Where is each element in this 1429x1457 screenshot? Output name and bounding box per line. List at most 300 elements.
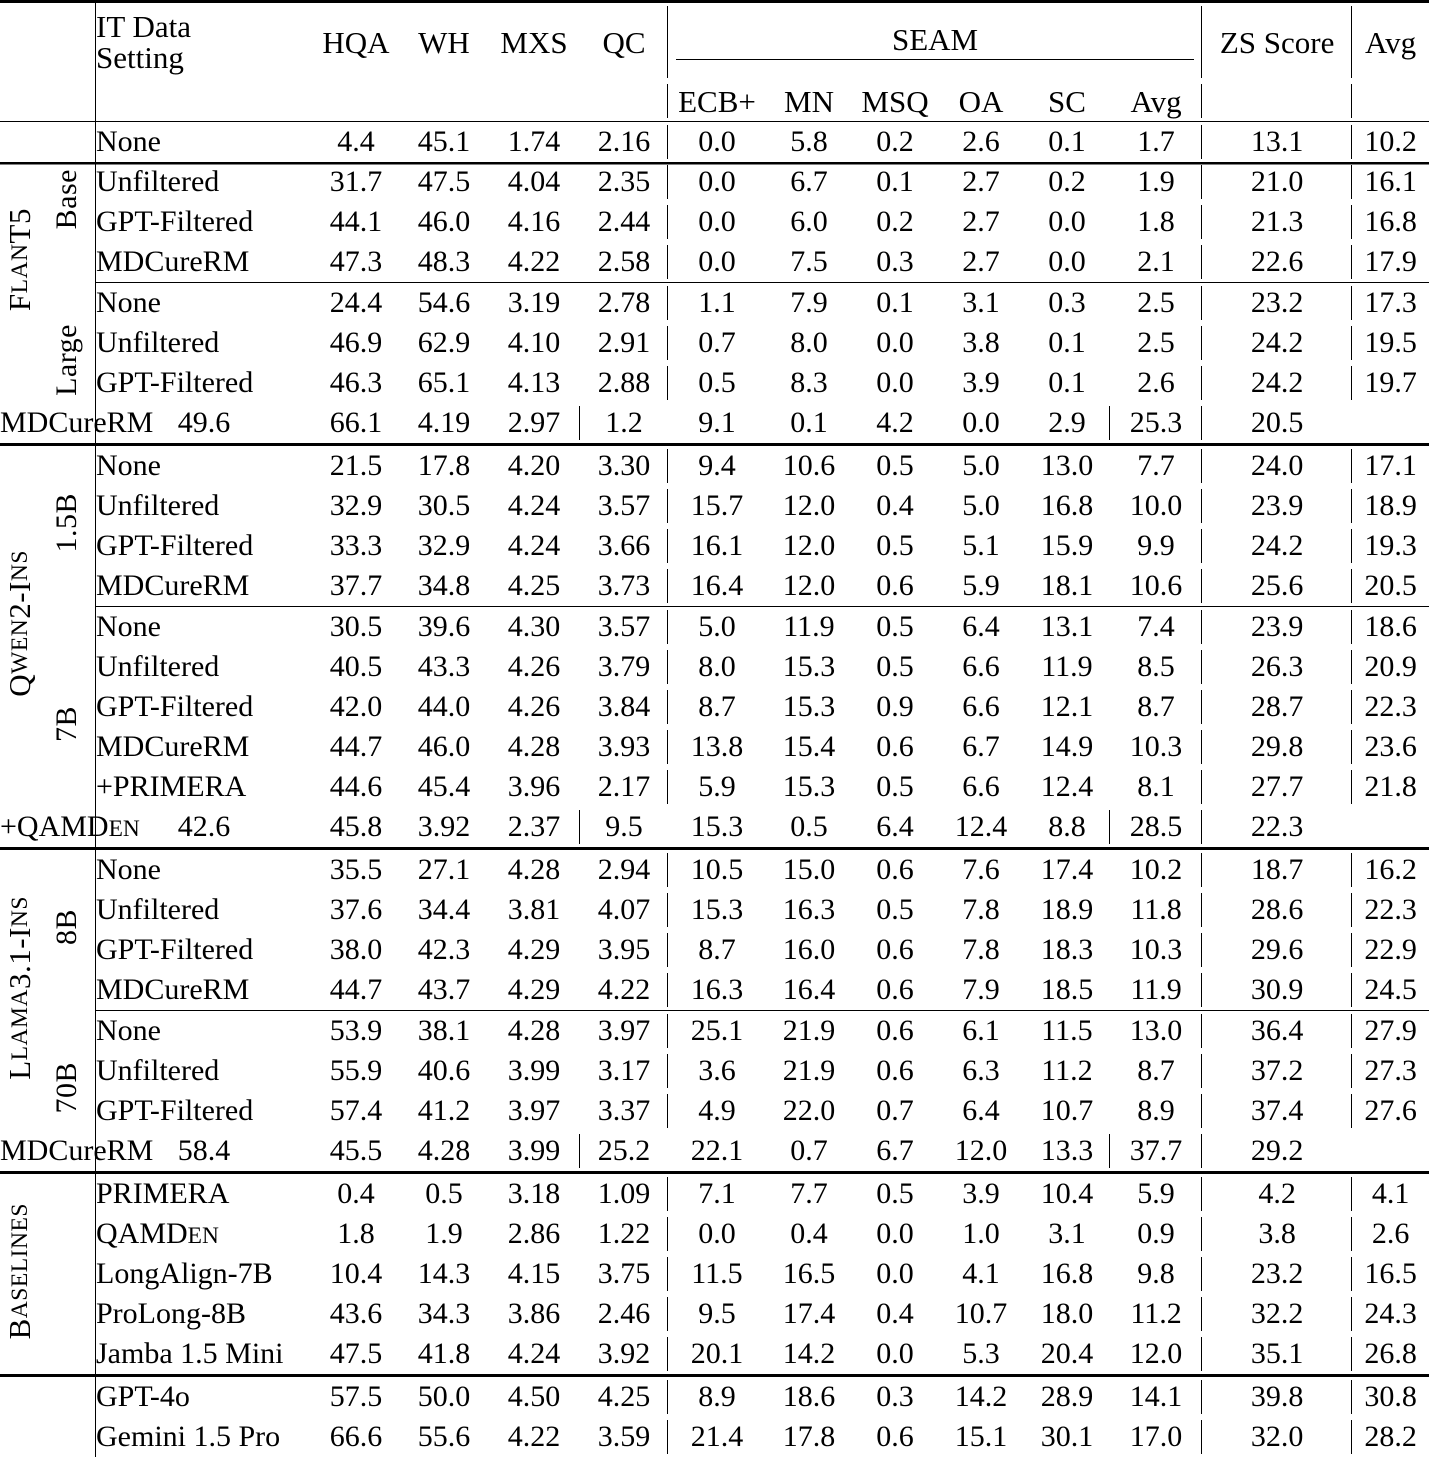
metric-value: 6.0 <box>766 202 852 242</box>
metric-value: 0.1 <box>1024 363 1110 403</box>
model-size-label-text: 8B <box>52 909 82 945</box>
metric-value: 14.3 <box>400 1254 488 1294</box>
metric-value: 10.6 <box>1110 566 1202 607</box>
metric-value: 2.7 <box>938 242 1024 283</box>
header-sub-spacer-hqa <box>312 81 400 122</box>
metric-value: 8.0 <box>668 647 766 687</box>
metric-value: 17.4 <box>766 1294 852 1334</box>
metric-value: 1.09 <box>580 1173 668 1215</box>
model-group-label-text: QWEN2-INS <box>4 550 35 697</box>
metric-value: 8.1 <box>1110 767 1202 807</box>
metric-value: 15.3 <box>668 807 766 849</box>
table-row <box>0 687 1429 727</box>
setting-label: Unfiltered <box>96 647 312 687</box>
table-row <box>0 1214 1429 1254</box>
metric-value: 4.2 <box>1202 1173 1352 1215</box>
setting-label: +PRIMERA <box>96 767 312 807</box>
metric-value: 4.15 <box>488 1254 580 1294</box>
metric-value: 5.0 <box>668 607 766 647</box>
metric-value: 18.7 <box>1202 849 1352 891</box>
metric-value: 48.3 <box>400 242 488 283</box>
metric-value: 24.2 <box>1202 363 1352 403</box>
setting-label: Gemini 1.5 Pro <box>96 1417 312 1457</box>
metric-value: 4.30 <box>488 607 580 647</box>
metric-value: 26.8 <box>1352 1334 1429 1376</box>
metric-value: 3.1 <box>1024 1214 1110 1254</box>
metric-value: 46.9 <box>312 323 400 363</box>
model-group-label-text: LLAMA3.1-INS <box>4 896 35 1080</box>
metric-value: 33.3 <box>312 526 400 566</box>
model-size-label-text: 70B <box>52 1062 82 1114</box>
metric-value: 55.9 <box>312 1051 400 1091</box>
table-row <box>0 849 1429 891</box>
header-seam-label: SEAM <box>668 24 1202 59</box>
metric-value: 30.5 <box>400 486 488 526</box>
metric-value: 0.5 <box>852 1173 938 1215</box>
table-row <box>0 202 1429 242</box>
metric-value: 12.0 <box>938 1131 1024 1173</box>
metric-value: 5.0 <box>938 486 1024 526</box>
metric-value: 2.97 <box>488 403 580 445</box>
metric-value: 16.5 <box>1352 1254 1429 1294</box>
setting-label-smallcaps: EN <box>109 816 140 842</box>
metric-value: 22.6 <box>1202 242 1352 283</box>
metric-value: 7.8 <box>938 890 1024 930</box>
metric-value: 47.5 <box>312 1334 400 1376</box>
metric-value: 23.9 <box>1202 607 1352 647</box>
header-row-top <box>0 2 1429 82</box>
metric-value: 3.9 <box>938 363 1024 403</box>
metric-value: 10.6 <box>766 445 852 487</box>
setting-label: GPT-4o <box>96 1376 312 1418</box>
setting-label: Unfiltered <box>96 486 312 526</box>
metric-value: 42.3 <box>400 930 488 970</box>
metric-value: 22.1 <box>668 1131 766 1173</box>
metric-value: 13.0 <box>1110 1011 1202 1051</box>
metric-value: 12.0 <box>766 486 852 526</box>
metric-value: 1.22 <box>580 1214 668 1254</box>
metric-value: 4.13 <box>488 363 580 403</box>
metric-value: 2.5 <box>1110 283 1202 323</box>
metric-value: 19.5 <box>1352 323 1429 363</box>
model-size-label <box>38 849 96 1011</box>
metric-value: 3.59 <box>580 1417 668 1457</box>
metric-value: 6.1 <box>938 1011 1024 1051</box>
metric-value: 20.4 <box>1024 1334 1110 1376</box>
metric-value: 37.7 <box>312 566 400 607</box>
metric-value: 4.24 <box>488 486 580 526</box>
metric-value: 12.1 <box>1024 687 1110 727</box>
metric-value: 29.2 <box>1202 1131 1352 1173</box>
setting-label: PRIMERA <box>96 1173 312 1215</box>
metric-value: 36.4 <box>1202 1011 1352 1051</box>
metric-value: 17.8 <box>766 1417 852 1457</box>
metric-value: 15.4 <box>766 727 852 767</box>
metric-value: 7.8 <box>938 930 1024 970</box>
metric-value: 15.0 <box>766 849 852 891</box>
setting-label <box>0 807 38 849</box>
metric-value: 10.3 <box>1110 727 1202 767</box>
metric-value: 0.2 <box>1024 162 1110 202</box>
header-spacer-size <box>38 2 96 82</box>
metric-value: 55.6 <box>400 1417 488 1457</box>
metric-value: 37.2 <box>1202 1051 1352 1091</box>
metric-value: 18.6 <box>766 1376 852 1418</box>
metric-value: 5.9 <box>668 767 766 807</box>
metric-value: 13.8 <box>668 727 766 767</box>
metric-value: 7.5 <box>766 242 852 283</box>
metric-value: 14.2 <box>766 1334 852 1376</box>
metric-value: 11.9 <box>766 607 852 647</box>
metric-value: 6.4 <box>938 607 1024 647</box>
metric-value: 46.0 <box>400 727 488 767</box>
metric-value: 2.58 <box>580 242 668 283</box>
metric-value: 2.6 <box>1352 1214 1429 1254</box>
metric-value: 24.3 <box>1352 1294 1429 1334</box>
metric-value: 13.0 <box>1024 445 1110 487</box>
metric-value: 9.5 <box>580 807 668 849</box>
model-size-label <box>38 283 96 445</box>
metric-value: 8.5 <box>1110 647 1202 687</box>
metric-value: 37.6 <box>312 890 400 930</box>
metric-value: 8.7 <box>668 930 766 970</box>
metric-value: 1.8 <box>1110 202 1202 242</box>
table-row <box>0 486 1429 526</box>
metric-value: 44.1 <box>312 202 400 242</box>
table-row <box>0 767 1429 807</box>
metric-value: 21.0 <box>1202 162 1352 202</box>
metric-value: 10.3 <box>1110 930 1202 970</box>
metric-value: 47.5 <box>400 162 488 202</box>
metric-value: 18.6 <box>1352 607 1429 647</box>
metric-value: 10.0 <box>1110 486 1202 526</box>
table-row <box>0 727 1429 767</box>
metric-value: 2.37 <box>488 807 580 849</box>
metric-value: 4.07 <box>580 890 668 930</box>
metric-value: 6.6 <box>938 647 1024 687</box>
metric-value: 1.74 <box>488 122 580 163</box>
metric-value: 3.18 <box>488 1173 580 1215</box>
setting-label: MDCureRM <box>96 242 312 283</box>
metric-value: 66.1 <box>312 403 400 445</box>
header-mxs: MXS <box>488 2 580 82</box>
header-sub-spacer-model <box>0 81 38 122</box>
metric-value: 27.1 <box>400 849 488 891</box>
setting-label: GPT-Filtered <box>96 930 312 970</box>
metric-value: 18.3 <box>1024 930 1110 970</box>
metric-value: 14.9 <box>1024 727 1110 767</box>
metric-value: 6.7 <box>852 1131 938 1173</box>
header-sc: SC <box>1024 81 1110 122</box>
metric-value: 44.6 <box>312 767 400 807</box>
metric-value: 22.3 <box>1352 687 1429 727</box>
table-row <box>0 1011 1429 1051</box>
metric-value: 4.26 <box>488 647 580 687</box>
model-group-label <box>0 1173 38 1376</box>
metric-value: 28.9 <box>1024 1376 1110 1418</box>
metric-value: 5.3 <box>938 1334 1024 1376</box>
metric-value: 0.0 <box>938 403 1024 445</box>
header-sub-spacer-wh <box>400 81 488 122</box>
metric-value: 3.99 <box>488 1051 580 1091</box>
metric-value: 38.0 <box>312 930 400 970</box>
metric-value: 0.0 <box>668 202 766 242</box>
metric-value: 41.8 <box>400 1334 488 1376</box>
metric-value: 24.4 <box>312 283 400 323</box>
metric-value: 39.8 <box>1202 1376 1352 1418</box>
metric-value: 10.7 <box>1024 1091 1110 1131</box>
metric-value: 19.7 <box>1352 363 1429 403</box>
metric-value: 0.4 <box>852 486 938 526</box>
metric-value: 0.6 <box>852 849 938 891</box>
table-row <box>0 363 1429 403</box>
setting-label: GPT-Filtered <box>96 202 312 242</box>
header-sub-spacer-qc <box>580 81 668 122</box>
metric-value: 27.9 <box>1352 1011 1429 1051</box>
model-group-label-text: FLANT5 <box>4 208 35 311</box>
metric-value: 25.6 <box>1202 566 1352 607</box>
metric-value: 0.1 <box>1024 323 1110 363</box>
metric-value: 0.5 <box>852 445 938 487</box>
metric-value: 6.3 <box>938 1051 1024 1091</box>
metric-value: 47.3 <box>312 242 400 283</box>
metric-value: 30.9 <box>1202 970 1352 1011</box>
metric-value: 4.04 <box>488 162 580 202</box>
metric-value: 21.9 <box>766 1051 852 1091</box>
metric-value: 3.17 <box>580 1051 668 1091</box>
metric-value: 35.1 <box>1202 1334 1352 1376</box>
metric-value: 17.0 <box>1110 1417 1202 1457</box>
metric-value: 16.4 <box>766 970 852 1011</box>
metric-value: 21.9 <box>766 1011 852 1051</box>
metric-value: 2.91 <box>580 323 668 363</box>
metric-value: 1.9 <box>1110 162 1202 202</box>
metric-value: 3.81 <box>488 890 580 930</box>
metric-value: 0.0 <box>668 1214 766 1254</box>
header-sub-spacer-size <box>38 81 96 122</box>
metric-value: 45.4 <box>400 767 488 807</box>
metric-value: 57.5 <box>312 1376 400 1418</box>
metric-value: 16.8 <box>1024 486 1110 526</box>
metric-value: 17.3 <box>1352 283 1429 323</box>
metric-value: 3.8 <box>1202 1214 1352 1254</box>
metric-value: 6.6 <box>938 767 1024 807</box>
metric-value: 13.3 <box>1024 1131 1110 1173</box>
metric-value: 16.3 <box>668 970 766 1011</box>
table-row <box>0 526 1429 566</box>
metric-value: 57.4 <box>312 1091 400 1131</box>
metric-value: 43.7 <box>400 970 488 1011</box>
table-row <box>0 1173 1429 1215</box>
model-group-label <box>0 849 38 1132</box>
metric-value: 10.2 <box>1352 122 1429 163</box>
metric-value: 2.5 <box>1110 323 1202 363</box>
metric-value: 0.7 <box>852 1091 938 1131</box>
setting-label-smallcaps: EN <box>188 1223 219 1249</box>
metric-value: 45.8 <box>312 807 400 849</box>
metric-value: 3.9 <box>938 1173 1024 1215</box>
table-row <box>0 1091 1429 1131</box>
metric-value: 0.3 <box>1024 283 1110 323</box>
metric-value: 0.3 <box>852 1376 938 1418</box>
metric-value: 0.4 <box>312 1173 400 1215</box>
metric-value: 15.3 <box>766 687 852 727</box>
metric-value: 10.2 <box>1110 849 1202 891</box>
metric-value: 4.1 <box>1352 1173 1429 1215</box>
metric-value: 0.6 <box>852 1417 938 1457</box>
metric-value: 32.2 <box>1202 1294 1352 1334</box>
setting-label: Unfiltered <box>96 162 312 202</box>
metric-value: 0.1 <box>852 162 938 202</box>
metric-value: 9.5 <box>668 1294 766 1334</box>
metric-value: 0.0 <box>1024 202 1110 242</box>
metric-value: 0.6 <box>852 727 938 767</box>
metric-value: 15.1 <box>938 1417 1024 1457</box>
metric-value: 3.84 <box>580 687 668 727</box>
metric-value: 11.5 <box>1024 1011 1110 1051</box>
metric-value: 3.93 <box>580 727 668 767</box>
header-avg-spacer <box>1352 81 1429 122</box>
metric-value: 21.4 <box>668 1417 766 1457</box>
header-zs-score: ZS Score <box>1202 2 1352 82</box>
metric-value: 4.26 <box>488 687 580 727</box>
metric-value: 32.9 <box>312 486 400 526</box>
metric-value: 2.46 <box>580 1294 668 1334</box>
metric-value: 29.6 <box>1202 930 1352 970</box>
metric-value: 31.7 <box>312 162 400 202</box>
metric-value: 7.4 <box>1110 607 1202 647</box>
metric-value: 11.2 <box>1024 1051 1110 1091</box>
metric-value: 10.7 <box>938 1294 1024 1334</box>
model-group-label <box>0 122 38 404</box>
header-sub-spacer-setting <box>96 81 312 122</box>
metric-value: 1.2 <box>580 403 668 445</box>
model-size-label-text: Base <box>52 169 82 229</box>
metric-value: 30.1 <box>1024 1417 1110 1457</box>
setting-label: None <box>96 445 312 487</box>
metric-value: 3.57 <box>580 486 668 526</box>
metric-value: 18.9 <box>1352 486 1429 526</box>
metric-value: 3.37 <box>580 1091 668 1131</box>
metric-value: 3.99 <box>488 1131 580 1173</box>
metric-value: 44.7 <box>312 970 400 1011</box>
model-size-label <box>38 607 96 849</box>
metric-value: 16.0 <box>766 930 852 970</box>
metric-value: 13.1 <box>1024 607 1110 647</box>
metric-value: 58.4 <box>96 1131 312 1173</box>
metric-value: 6.7 <box>938 727 1024 767</box>
metric-value: 3.97 <box>488 1091 580 1131</box>
metric-value: 2.9 <box>1024 403 1110 445</box>
metric-value: 3.92 <box>580 1334 668 1376</box>
metric-value: 9.9 <box>1110 526 1202 566</box>
metric-value: 28.2 <box>1352 1417 1429 1457</box>
metric-value: 0.0 <box>852 1334 938 1376</box>
setting-label: MDCureRM <box>96 970 312 1011</box>
setting-label: MDCureRM <box>0 403 38 445</box>
metric-value: 11.5 <box>668 1254 766 1294</box>
table-row <box>0 1334 1429 1376</box>
metric-value: 14.1 <box>1110 1376 1202 1418</box>
metric-value: 0.5 <box>400 1173 488 1215</box>
metric-value: 16.8 <box>1352 202 1429 242</box>
metric-value: 65.1 <box>400 363 488 403</box>
metric-value: 12.4 <box>938 807 1024 849</box>
metric-value: 17.8 <box>400 445 488 487</box>
metric-value: 1.8 <box>312 1214 400 1254</box>
metric-value: 0.2 <box>852 202 938 242</box>
metric-value: 0.0 <box>668 162 766 202</box>
metric-value: 8.8 <box>1024 807 1110 849</box>
metric-value: 44.0 <box>400 687 488 727</box>
header-seam-avg: Avg <box>1110 81 1202 122</box>
metric-value: 4.25 <box>580 1376 668 1418</box>
metric-value: 0.0 <box>852 363 938 403</box>
table-row <box>0 1417 1429 1457</box>
metric-value: 14.2 <box>938 1376 1024 1418</box>
setting-label: Unfiltered <box>96 323 312 363</box>
metric-value: 3.8 <box>938 323 1024 363</box>
metric-value: 41.2 <box>400 1091 488 1131</box>
metric-value: 0.0 <box>1024 242 1110 283</box>
metric-value: 7.6 <box>938 849 1024 891</box>
metric-value: 25.2 <box>580 1131 668 1173</box>
metric-value: 3.75 <box>580 1254 668 1294</box>
metric-value: 8.7 <box>1110 1051 1202 1091</box>
header-avg: Avg <box>1352 2 1429 82</box>
metric-value: 0.6 <box>852 970 938 1011</box>
model-group-label <box>0 445 38 808</box>
metric-value: 29.8 <box>1202 727 1352 767</box>
header-seam-group <box>668 2 1202 82</box>
setting-label: LongAlign-7B <box>96 1254 312 1294</box>
metric-value: 9.8 <box>1110 1254 1202 1294</box>
table-row <box>0 970 1429 1011</box>
metric-value: 54.6 <box>400 283 488 323</box>
metric-value: 11.9 <box>1110 970 1202 1011</box>
metric-value: 18.0 <box>1024 1294 1110 1334</box>
metric-value: 8.0 <box>766 323 852 363</box>
table-row <box>0 283 1429 323</box>
metric-value: 22.3 <box>1202 807 1352 849</box>
metric-value: 28.7 <box>1202 687 1352 727</box>
metric-value: 6.4 <box>852 807 938 849</box>
model-group-label <box>0 1376 38 1457</box>
metric-value: 2.16 <box>580 122 668 163</box>
metric-value: 0.1 <box>766 403 852 445</box>
metric-value: 4.24 <box>488 526 580 566</box>
metric-value: 3.6 <box>668 1051 766 1091</box>
metric-value: 4.22 <box>488 242 580 283</box>
metric-value: 46.3 <box>312 363 400 403</box>
model-size-label <box>38 122 96 283</box>
metric-value: 49.6 <box>96 403 312 445</box>
metric-value: 1.9 <box>400 1214 488 1254</box>
metric-value: 4.1 <box>938 1254 1024 1294</box>
header-oa: OA <box>938 81 1024 122</box>
metric-value: 0.3 <box>852 242 938 283</box>
table-row <box>0 890 1429 930</box>
metric-value: 4.2 <box>852 403 938 445</box>
metric-value: 10.4 <box>1024 1173 1110 1215</box>
metric-value: 0.5 <box>852 647 938 687</box>
metric-value: 66.6 <box>312 1417 400 1457</box>
table-row <box>0 647 1429 687</box>
metric-value: 3.19 <box>488 283 580 323</box>
metric-value: 0.1 <box>1024 122 1110 163</box>
metric-value: 8.9 <box>668 1376 766 1418</box>
metric-value: 16.2 <box>1352 849 1429 891</box>
